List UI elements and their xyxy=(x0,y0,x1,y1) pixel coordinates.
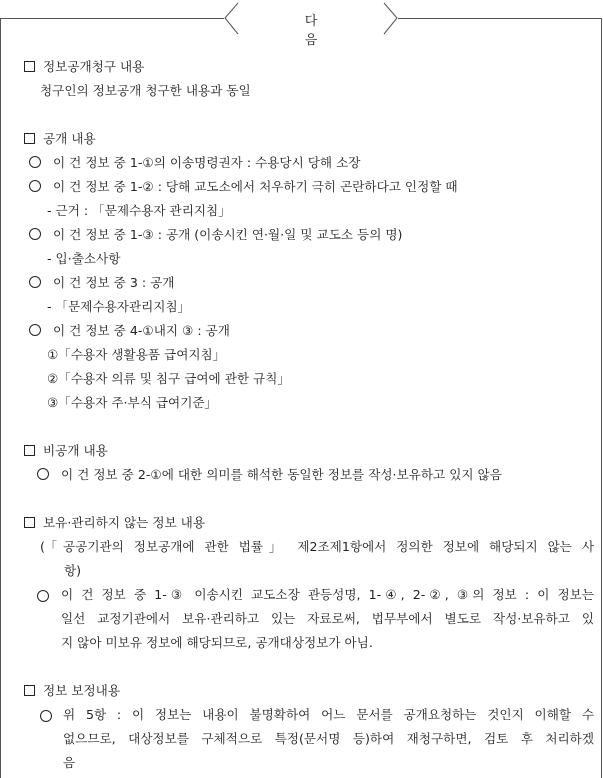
circle-bullet-icon xyxy=(29,324,41,336)
circle-bullet-icon xyxy=(29,276,41,288)
checkbox-square-icon xyxy=(24,133,35,144)
list-item-continued: 일선 교정기관에서 보유·관리하고 있는 자료로써, 법무부에서 별도로 작성·보유하고 있 xyxy=(61,611,594,626)
list-item: 이 건 정보 중 4-①내지 ③ : 공개 xyxy=(29,323,230,339)
section-heading: 공개 내용 xyxy=(24,131,96,147)
section-heading: 정보 보정내용 xyxy=(24,683,120,699)
list-item: 이 건 정보 중 1-② : 당해 교도소에서 처우하기 극히 곤란하다고 인정할 때 xyxy=(29,179,458,195)
circle-bullet-icon xyxy=(37,468,49,480)
circle-bullet-icon xyxy=(29,156,41,168)
list-subitem: - 「문제수용자관리지침」 xyxy=(47,299,191,314)
list-subitem: ①「수용자 생활용품 급여지침」 xyxy=(47,347,226,362)
list-item-continued: 지 않아 미보유 정보에 해당되므로, 공개대상정보가 아님. xyxy=(61,635,373,650)
circle-bullet-icon xyxy=(29,228,41,240)
list-subitem: ③「수용자 주·부식 급여기준」 xyxy=(47,395,218,410)
circle-bullet-icon xyxy=(40,710,52,722)
section-heading: 비공개 내용 xyxy=(24,443,108,459)
section-text: 청구인의 정보공개 청구한 내용과 동일 xyxy=(40,83,251,98)
checkbox-square-icon xyxy=(24,517,35,528)
checkbox-square-icon xyxy=(24,61,35,72)
list-item-continued: 음 xyxy=(63,755,76,770)
section-heading: 정보공개청구 내용 xyxy=(24,59,144,75)
list-subitem: ②「수용자 의류 및 침구 급여에 관한 규칙」 xyxy=(47,371,290,386)
document-title: 다 음 xyxy=(304,14,364,48)
note-text: (「공공기관의 정보공개에 관한 법률」 제2조제1항에서 정의한 정보에 해당되지 않는 사 xyxy=(40,539,594,554)
list-subitem: - 입·출소사항 xyxy=(47,251,121,266)
checkbox-square-icon xyxy=(24,445,35,456)
list-item-continued: 없으므로, 대상정보를 구체적으로 특정(문서명 등)하여 재청구하면, 검토 후 처리하겠 xyxy=(63,731,594,746)
circle-bullet-icon xyxy=(37,590,49,602)
note-text: 항) xyxy=(64,563,82,578)
list-subitem: - 근거 : 「문제수용자 관리지침」 xyxy=(47,203,231,218)
checkbox-square-icon xyxy=(24,685,35,696)
list-item: 이 건 정보 중 2-①에 대한 의미를 해석한 동일한 정보를 작성·보유하고 있지 않음 xyxy=(37,467,502,483)
list-item: 이 건 정보 중 1-③ : 공개 (이송시킨 연·월·일 및 교도소 등의 명) xyxy=(29,227,402,243)
document-body: 정보공개청구 내용 청구인의 정보공개 청구한 내용과 동일 공개 내용 이 건 정보 중 1-①의 이송명령권자 : 수용당시 당해 소장 이 건 정보 중 1-② : 당해 교도소에서 처우하기 극히 곤란하다고 인정할 때 - 근거 : 「문제수용자 관리지침」 이 건 정보 중 1-③ : 공개 (이송시킨 연·월·일 및 교도소 등의 명) - 입·출소사항 이 건 정보 중 3 : 공개 - 「문제수용자관리지침」 이 건 정보 중 4-①내지 ③ : 공개 ①「수용자 생활용품 급여지침」 ②「수용자 의류 및 침구 급여에 관한 규칙」 ③「수용자 주·부식 급여기준」 비공개 내용 이 건 정보 중 2-①에 대한 의미를 해석한 동일한 정보를 작성·보유하고 있지 않음 보유·관리하지 않는 정보 내용 (「공공기관의 정보공개에 관한 법률」 제2조제1항에서 정의한 정보에 해당되지 않는 사 항) 이 건 정보 중 1-③ 이송시킨 교도소장 관등성명, 1-④, 2-②, ③의 정보 : 이 정보는 일선 교정기관에서 보유·관리하고 있는 자료로써, 법무부에서 별도로 작성·보유하고 있 지 않아 미보유 정보에 해당되므로, 공개대상정보가 아님. 정보 보정내용 위 5항 : 이 정보는 내용이 불명확하여 어느 문서를 공개요청하는 것인지 이해할 수 없으므로, 대상정보를 구체적으로 특정(문서명 등)하여 재청구하면, 검토 후 처리하겠 음 xyxy=(0,0,603,778)
section-heading: 보유·관리하지 않는 정보 내용 xyxy=(24,515,205,531)
circle-bullet-icon xyxy=(29,180,41,192)
list-item: 이 건 정보 중 1-①의 이송명령권자 : 수용당시 당해 소장 xyxy=(29,155,360,171)
list-item: 이 건 정보 중 3 : 공개 xyxy=(29,275,174,291)
